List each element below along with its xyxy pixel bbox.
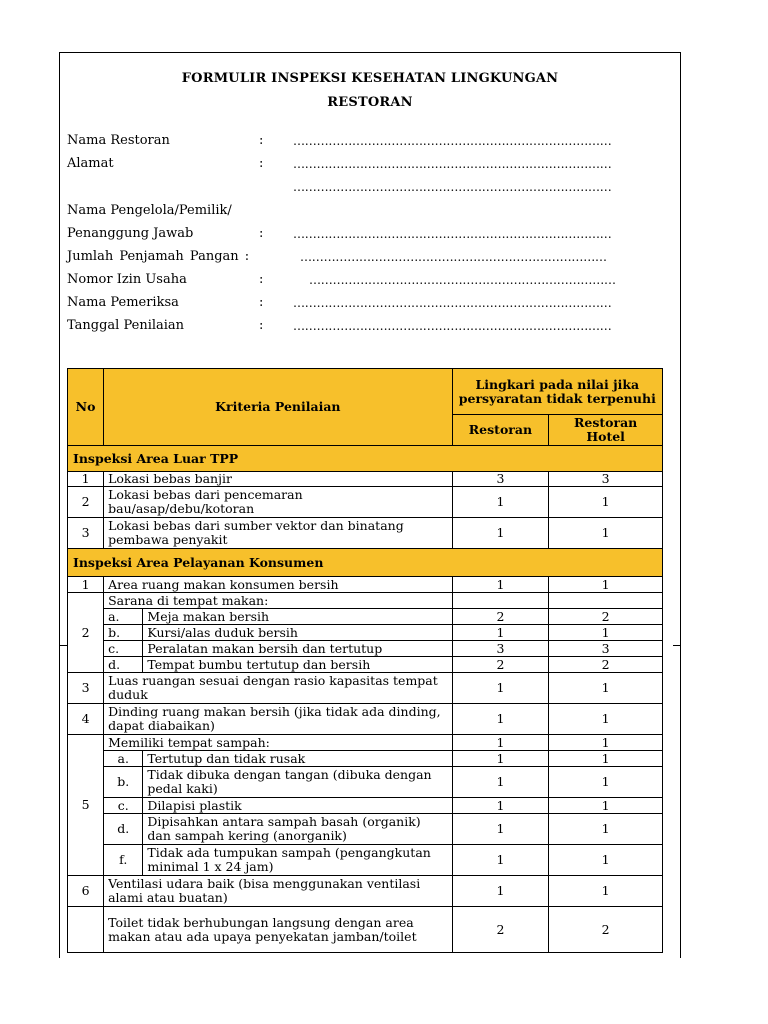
score-restoran[interactable]: 1 [452, 814, 549, 845]
field-colon: : [259, 272, 264, 287]
field-label-nomor-izin: Nomor Izin Usaha [67, 272, 187, 287]
sub-letter: d. [104, 657, 143, 673]
row-criteria: Luas ruangan sesuai dengan rasio kapasitas tempat duduk [104, 673, 452, 704]
row-criteria: Lokasi bebas dari pencemaran bau/asap/debu/kotoran [104, 487, 452, 518]
sub-criteria: Tidak dibuka dengan tangan (dibuka dengan pedal kaki) [143, 767, 452, 798]
sub-criteria: Peralatan makan bersih dan tertutup [143, 641, 452, 657]
field-input-alamat[interactable]: ……………………………………………………………………… [293, 157, 612, 171]
row-criteria: Toilet tidak berhubungan langsung dengan area makan atau ada upaya penyekatan jamban/toilet [104, 907, 452, 953]
score-restoran[interactable]: 2 [452, 907, 549, 953]
score-restoran-hotel[interactable]: 3 [549, 641, 663, 657]
field-input-tanggal[interactable]: ……………………………………………………………………… [293, 319, 612, 333]
row-criteria: Memiliki tempat sampah: [104, 735, 452, 751]
row-criteria: Sarana di tempat makan: [104, 593, 452, 609]
score-restoran[interactable]: 1 [452, 487, 549, 518]
field-label-nama-restoran: Nama Restoran [67, 133, 170, 148]
header-lingkari: Lingkari pada nilai jika persyaratan tidak terpenuhi [452, 369, 662, 415]
row-no: 1 [68, 472, 104, 487]
row-criteria: Lokasi bebas dari sumber vektor dan binatang pembawa penyakit [104, 518, 452, 549]
score-restoran[interactable]: 1 [452, 625, 549, 641]
score-restoran-hotel[interactable]: 1 [549, 518, 663, 549]
score-restoran-hotel[interactable]: 1 [549, 798, 663, 814]
sub-letter: f. [104, 845, 143, 876]
field-colon: : [259, 156, 264, 171]
field-colon: : [259, 295, 264, 310]
score-restoran-hotel[interactable]: 1 [549, 625, 663, 641]
section-area-pelayanan: Inspeksi Area Pelayanan Konsumen [68, 549, 663, 577]
score-restoran[interactable]: 1 [452, 845, 549, 876]
score-restoran-hotel[interactable]: 1 [549, 767, 663, 798]
left-margin-line [59, 645, 67, 646]
score-restoran-hotel[interactable]: 3 [549, 472, 663, 487]
score-restoran-hotel[interactable]: 2 [549, 609, 663, 625]
sub-criteria: Dilapisi plastik [143, 798, 452, 814]
field-label-jumlah-penjamah: Jumlah Penjamah Pangan : [67, 249, 250, 264]
header-restoran: Restoran [452, 415, 549, 446]
score-restoran[interactable]: 1 [452, 704, 549, 735]
row-no: 6 [68, 876, 104, 907]
row-no: 3 [68, 673, 104, 704]
score-restoran-hotel[interactable]: 1 [549, 487, 663, 518]
row-no [68, 907, 104, 953]
score-restoran[interactable]: 3 [452, 641, 549, 657]
sub-letter: d. [104, 814, 143, 845]
header-no: No [68, 369, 104, 446]
sub-criteria: Tertutup dan tidak rusak [143, 751, 452, 767]
field-colon: : [259, 133, 264, 148]
sub-letter: a. [104, 609, 143, 625]
field-label-tanggal: Tanggal Penilaian [67, 318, 185, 333]
score-restoran[interactable]: 2 [452, 657, 549, 673]
field-input-alamat-line2[interactable]: ……………………………………………………………………… [293, 180, 612, 194]
form-title-line2: RESTORAN [327, 95, 413, 110]
score-restoran-hotel[interactable]: 1 [549, 577, 663, 593]
field-input-pemeriksa[interactable]: ……………………………………………………………………… [293, 296, 612, 310]
score-restoran-hotel[interactable]: 1 [549, 814, 663, 845]
field-input-penanggung-jawab[interactable]: ……………………………………………………………………… [293, 227, 612, 241]
header-restoran-hotel: Restoran Hotel [549, 415, 663, 446]
score-restoran[interactable]: 1 [452, 767, 549, 798]
score-restoran[interactable] [452, 593, 549, 609]
sub-letter: a. [104, 751, 143, 767]
row-criteria: Lokasi bebas banjir [104, 472, 452, 487]
field-label-pemeriksa: Nama Pemeriksa [67, 295, 179, 310]
score-restoran-hotel[interactable]: 2 [549, 907, 663, 953]
score-restoran[interactable]: 1 [452, 518, 549, 549]
row-no: 2 [68, 593, 104, 673]
score-restoran-hotel[interactable]: 1 [549, 673, 663, 704]
score-restoran-hotel[interactable]: 1 [549, 845, 663, 876]
criteria-table [67, 368, 663, 953]
sub-criteria: Tidak ada tumpukan sampah (pengangkutan minimal 1 x 24 jam) [143, 845, 452, 876]
form-title-line1: FORMULIR INSPEKSI KESEHATAN LINGKUNGAN [181, 71, 559, 86]
score-restoran[interactable]: 1 [452, 673, 549, 704]
score-restoran[interactable]: 3 [452, 472, 549, 487]
field-input-jumlah-penjamah[interactable]: …………………………………………………………………… [300, 250, 607, 264]
right-margin-line [673, 645, 681, 646]
sub-criteria: Dipisahkan antara sampah basah (organik) dan sampah kering (anorganik) [143, 814, 452, 845]
score-restoran[interactable]: 2 [452, 609, 549, 625]
sub-letter: c. [104, 798, 143, 814]
field-input-nama-restoran[interactable]: ……………………………………………………………………… [293, 134, 612, 148]
sub-letter: b. [104, 767, 143, 798]
sub-criteria: Tempat bumbu tertutup dan bersih [143, 657, 452, 673]
field-input-nomor-izin[interactable]: …………………………………………………………………… [309, 273, 616, 287]
sub-criteria: Meja makan bersih [143, 609, 452, 625]
field-label-pengelola: Nama Pengelola/Pemilik/ [67, 203, 232, 218]
score-restoran-hotel[interactable] [549, 593, 663, 609]
section-area-luar: Inspeksi Area Luar TPP [68, 446, 663, 472]
score-restoran[interactable]: 1 [452, 577, 549, 593]
row-no: 1 [68, 577, 104, 593]
field-colon: : [259, 226, 264, 241]
score-restoran-hotel[interactable]: 2 [549, 657, 663, 673]
score-restoran[interactable]: 1 [452, 735, 549, 751]
row-no: 2 [68, 487, 104, 518]
row-no: 4 [68, 704, 104, 735]
score-restoran-hotel[interactable]: 1 [549, 751, 663, 767]
score-restoran[interactable]: 1 [452, 751, 549, 767]
sub-criteria: Kursi/alas duduk bersih [143, 625, 452, 641]
field-colon: : [259, 318, 264, 333]
field-label-alamat: Alamat [67, 156, 114, 171]
row-no: 3 [68, 518, 104, 549]
row-criteria: Area ruang makan konsumen bersih [104, 577, 452, 593]
score-restoran-hotel[interactable]: 1 [549, 704, 663, 735]
sub-letter: c. [104, 641, 143, 657]
header-kriteria: Kriteria Penilaian [104, 369, 452, 446]
score-restoran-hotel[interactable]: 1 [549, 735, 663, 751]
field-label-penanggung-jawab: Penanggung Jawab [67, 226, 194, 241]
sub-letter: b. [104, 625, 143, 641]
score-restoran[interactable]: 1 [452, 876, 549, 907]
row-criteria: Ventilasi udara baik (bisa menggunakan ventilasi alami atau buatan) [104, 876, 452, 907]
row-no: 5 [68, 735, 104, 876]
row-criteria: Dinding ruang makan bersih (jika tidak ada dinding, dapat diabaikan) [104, 704, 452, 735]
score-restoran-hotel[interactable]: 1 [549, 876, 663, 907]
score-restoran[interactable]: 1 [452, 798, 549, 814]
